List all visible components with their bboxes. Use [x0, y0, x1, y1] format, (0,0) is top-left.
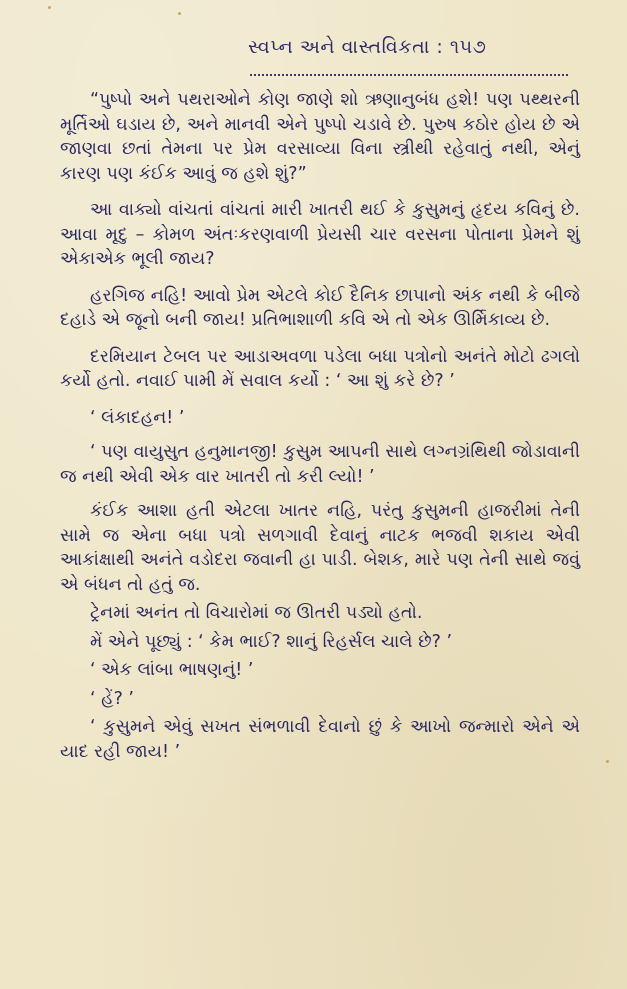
running-head: સ્વપ્ન અને વાસ્તવિકતા : ૧૫૭: [248, 36, 487, 58]
paragraph: હરગિજ નહિ! આવો પ્રેમ એટલે કોઈ દૈનિક છાપાનો અંક નથી કે બીજે દહાડે એ જૂનો બની જાય! પ્રતિભાશાળી કવિ એ તો એક ઊર્મિકાવ્ય છે.: [60, 285, 580, 330]
dialogue-line: મેં એને પૂછ્યું : ‘ કેમ ભાઈ? શાનું રિહર્સલ ચાલે છે? ’: [90, 631, 453, 652]
paper-speck: [48, 6, 51, 9]
paragraph: આ વાક્યો વાંચતાં વાંચતાં મારી ખાતરી થઈ કે કુસુમનું હૃદય કવિનું છે. આવા મૃદુ – કોમળ અંતઃકરણવાળી પ્રેયસી ચાર વરસના પોતાના પ્રેમને શું એકાએક ભૂલી જાય?: [60, 200, 580, 269]
dialogue-line: ‘ લંકાદહન! ’: [90, 407, 185, 428]
dialogue-line: ‘ હેં? ’: [90, 688, 134, 709]
dialogue-line: ‘ પણ વાયુસુત હનુમાનજી! કુસુમ આપની સાથે લગ્નગ્રંથિથી જોડાવાની જ નથી એવી એક વાર ખાતરી તો કરી લ્યો! ’: [60, 442, 580, 487]
header-wavy-rule: [250, 68, 568, 76]
paragraph: કંઈક આશા હતી એટલા ખાતર નહિ, પરંતુ કુસુમની હાજરીમાં તેની સામે જ એના બધા પત્રો સળગાવી દેવાનું નાટક ભજવી શકાય એવી આકાંક્ષાથી અનંતે વડોદરા જવાની હા પાડી. બેશક, મારે પણ તેની સાથે જવું એ બંધન તો હતું જ.: [60, 501, 580, 595]
dialogue-line: ‘ એક લાંબા ભાષણનું! ’: [90, 660, 254, 680]
paragraph-quote: “પુષ્પો અને પથરાઓને કોણ જાણે શો ઋણાનુબંધ હશે! પણ પથ્થરની મૂર્તિઓ ઘડાય છે, અને માનવી એને પુષ્પો ચડાવે છે. પુરુષ કઠોર હોય છે એ જાણવા છતાં તેમના પર પ્રેમ વરસાવ્યા વિના સ્ત્રીથી રહેવાતું નથી, એનું કારણ પણ કંઈક આવું જ હશે શું?”: [60, 90, 580, 184]
dialogue-line: ‘ કુસુમને એવું સખત સંભળાવી દેવાનો છું કે આખો જન્મારો એને એ યાદ રહી જાય! ’: [60, 717, 580, 762]
paper-speck: [606, 760, 609, 763]
paragraph: ટ્રેનમાં અનંત તો વિચારોમાં જ ઊતરી પડ્યો હતો.: [90, 603, 423, 623]
paragraph: દરમિયાન ટેબલ પર આડાઅવળા પડેલા બધા પત્રોનો અનંતે મોટો ઢગલો કર્યો હતો. નવાઈ પામી મેં સવાલ કર્યો : ‘ આ શું કરે છે? ’: [60, 346, 580, 391]
body-text: [60, 88, 580, 768]
paper-speck: [178, 12, 181, 15]
